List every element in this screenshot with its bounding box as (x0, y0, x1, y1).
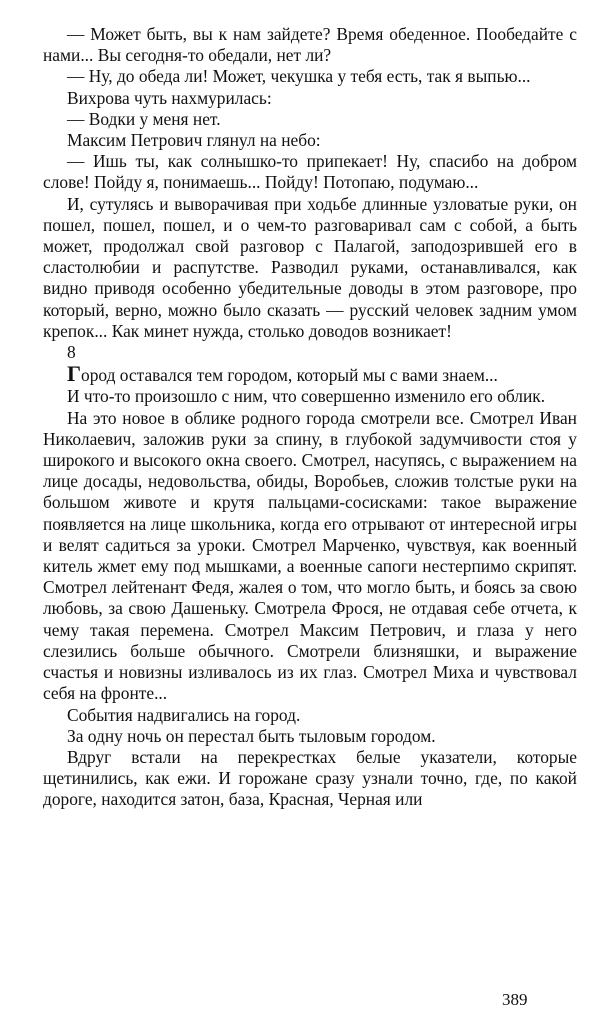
paragraph: — Ишь ты, как солнышко-то припекает! Ну, спасибо на добром слове! Пойду я, понимаешь... Пойду! Потопаю, подумаю... (43, 151, 577, 193)
chapter-number: 8 (67, 342, 76, 363)
paragraph: События надвигались на город. (67, 704, 301, 725)
paragraph: Вихрова чуть нахмурилась: (67, 87, 272, 108)
paragraph: На это новое в облике родного города смотрели все. Смотрел Иван Николаевич, заложив руки за спину, в глубокой задумчивости стоя у широкого и высокого окна своего. Смотрел, насупясь, с выражением на лице досады, недовольства, обиды, Воробьев, сложив толстые руки на большом животе и крутя пальцами-сосисками: такое выражение появляется на лице школьника, когда его отрывают от интересной игры и велят садиться за уроки. Смотрел Марченко, чувствуя, как военный китель жмет ему под мышками, а военные сапоги нестерпимо скрипят. Смотрел лейтенант Федя, жалея о том, что могло быть, и боясь за свою любовь, за свою Дашеньку. Смотрела Фрося, не отдавая себе отчета, к чему такая перемена. Смотрел Максим Петрович, и глаза у него слезились больше обычного. Смотрели близняшки, и выражение счастья и новизны изливалось из их глаз. Смотрел Миха и чувствовал себя на фронте... (43, 407, 577, 704)
paragraph: — Ну, до обеда ли! Может, чекушка у тебя есть, так я выпью... (67, 66, 531, 87)
paragraph: И что-то произошло с ним, что совершенно изменило его облик. (67, 386, 546, 407)
chapter-first-paragraph-text: ород оставался тем городом, который мы с вами знаем... (81, 365, 498, 386)
paragraph: — Может быть, вы к нам зайдете? Время обеденное. Пообедайте с нами... Вы сегодня-то обедали, нет ли? (43, 24, 577, 66)
drop-cap: Г (67, 361, 81, 387)
chapter-first-paragraph (43, 363, 577, 386)
page-number: 389 (502, 990, 528, 1009)
paragraph: — Водки у меня нет. (67, 108, 221, 129)
paragraph: И, сутулясь и выворачивая при ходьбе длинные узловатые руки, он пошел, пошел, пошел, и о чем-то разговаривал сам с собой, а быть может, продолжал свой разговор с Палагой, заподозрившей его в сластолюбии и распутстве. Разводил руками, останавливался, как видно приводя особенно убедительные доводы в этом разговоре, про который, верно, можно было сказать — русский человек задним умом крепок... Как минет нужда, столько доводов возникает! (43, 193, 577, 341)
paragraph: За одну ночь он перестал быть тыловым городом. (67, 725, 436, 746)
book-page (43, 24, 577, 811)
paragraph: Максим Петрович глянул на небо: (67, 130, 321, 151)
paragraph: Вдруг встали на перекрестках белые указатели, которые щетинились, как ежи. И горожане сразу узнали точно, где, по какой дороге, находится затон, база, Красная, Черная или (43, 746, 577, 810)
